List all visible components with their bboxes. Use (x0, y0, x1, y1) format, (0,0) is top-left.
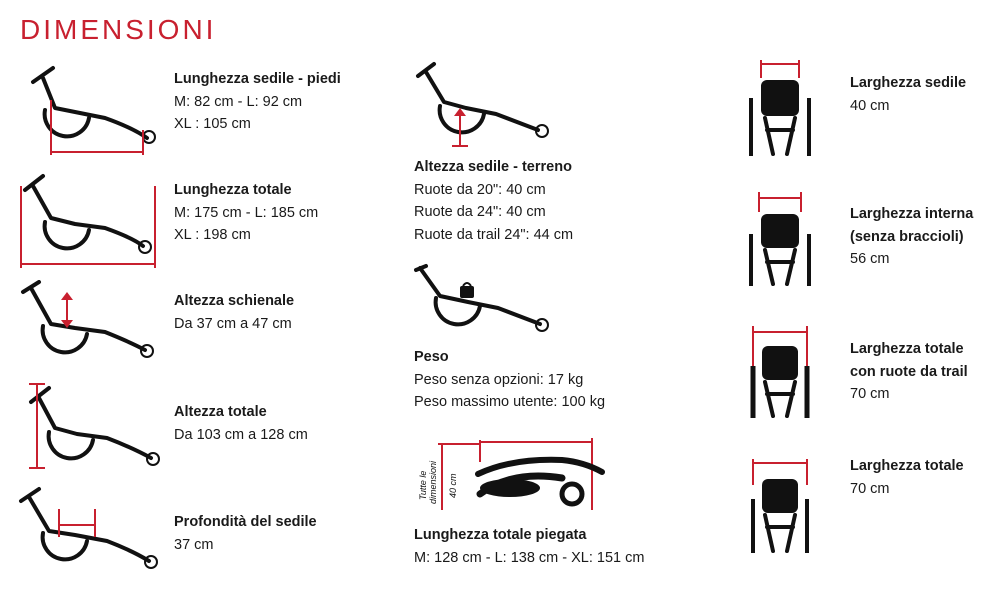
spec-weight: Peso Peso senza opzioni: 17 kg Peso massimo utente: 100 kg (414, 349, 606, 410)
spec-backrest-height: Altezza schienale Da 37 cm a 47 cm (174, 293, 295, 332)
chair-front-inner-width-icon (745, 188, 815, 293)
chair-side-total-height-icon (15, 380, 165, 475)
chair-side-weight-icon (410, 262, 560, 344)
chair-side-seat-length-icon (15, 60, 165, 165)
spec-seat-depth: Profondità del sedile 37 cm (174, 514, 317, 553)
spec-seat-ground-height: Altezza sedile - terreno Ruote da 20": 40 cm Ruote da 24": 40 cm Ruote da trail 24": 44 cm (414, 159, 574, 243)
chair-front-seat-width-icon (745, 56, 815, 164)
chair-front-total-width-trail-icon (745, 320, 815, 425)
chair-side-seat-depth-icon (15, 485, 165, 580)
folded-note-line-2: dimensioni (428, 460, 438, 504)
spec-total-width-trail: Larghezza totale con ruote da trail 70 cm (850, 341, 968, 402)
spec-folded-length: Lunghezza totale piegata M: 128 cm - L: 138 cm - XL: 151 cm (414, 527, 645, 566)
chair-side-seat-ground-height-icon (410, 58, 560, 153)
spec-total-width: Larghezza totale 70 cm (850, 458, 964, 497)
folded-note-line-3: 40 cm (448, 473, 458, 498)
spec-seat-length: Lunghezza sedile - piedi M: 82 cm - L: 92 cm XL : 105 cm (174, 71, 341, 132)
spec-total-length: Lunghezza totale M: 175 cm - L: 185 cm XL : 198 cm (174, 182, 319, 243)
page-title: DIMENSIONI (20, 14, 217, 45)
weight-icon (460, 286, 474, 298)
folded-note-line-1: Tutte le (418, 470, 428, 500)
spec-total-height: Altezza totale Da 103 cm a 128 cm (174, 404, 308, 443)
chair-folded-icon (412, 432, 612, 522)
chair-side-total-length-icon (15, 170, 165, 275)
chair-front-total-width-icon (745, 455, 815, 560)
spec-seat-width: Larghezza sedile 40 cm (850, 75, 967, 114)
chair-side-backrest-height-icon (15, 280, 165, 370)
spec-inner-width: Larghezza interna (senza braccioli) 56 cm (850, 206, 974, 267)
